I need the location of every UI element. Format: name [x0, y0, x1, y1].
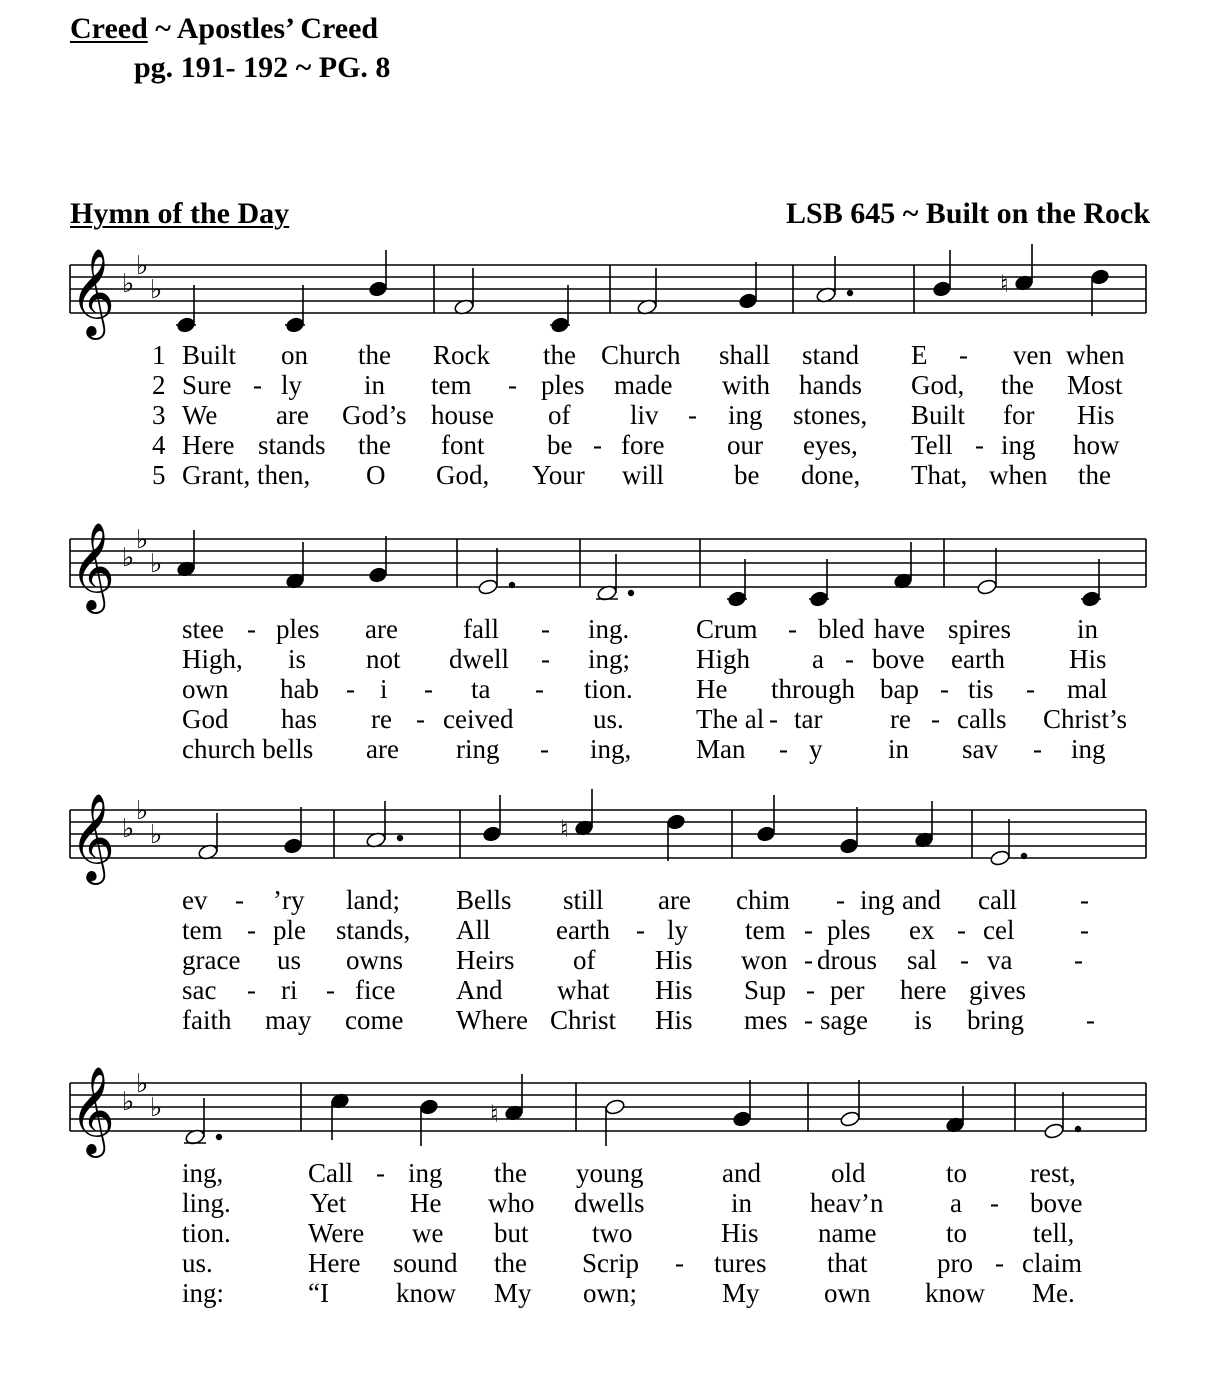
lyric-syllable: that — [827, 1248, 868, 1278]
hyphen: - — [247, 975, 256, 1005]
lyric-syllable: through — [771, 674, 855, 704]
lyric-syllable: His — [655, 945, 693, 975]
lyric-syllable: dwell — [449, 644, 509, 674]
lyric-syllable: of — [548, 400, 571, 430]
lyric-syllable: Sure — [182, 370, 232, 400]
lyric-syllable: shall — [719, 340, 770, 370]
lyric-syllable: tell, — [1033, 1218, 1075, 1248]
lyric-syllable: stand — [802, 340, 859, 370]
hyphen: - — [1086, 1005, 1095, 1035]
lyric-syllable: fall — [463, 614, 499, 644]
lyric-syllable: Rock — [433, 340, 490, 370]
lyric-syllable: to — [946, 1158, 968, 1188]
lyric-syllable: liv — [630, 400, 659, 430]
lyric-syllable: Your — [532, 460, 585, 490]
lyric-syllable: in — [731, 1188, 753, 1218]
lyric-syllable: two — [592, 1218, 633, 1248]
lyric-syllable: We — [182, 400, 218, 430]
lyric-syllable: ex — [909, 915, 935, 945]
lyric-syllable: won — [741, 945, 788, 975]
lyric-syllable: High, — [182, 644, 243, 674]
lyric-syllable: Grant, then, — [182, 460, 311, 490]
creed-label: Creed — [70, 12, 148, 45]
hyphen: - — [540, 734, 549, 764]
lyric-syllable: made — [614, 370, 673, 400]
lyric-syllable: His — [655, 1005, 693, 1035]
flat-icon: ♭ — [136, 796, 149, 826]
lyric-syllable: fore — [621, 430, 665, 460]
lyric-syllable: be — [734, 460, 760, 490]
lyric-syllable: name — [818, 1218, 877, 1248]
lyric-syllable: the — [543, 340, 576, 370]
lyric-syllable: ring — [456, 734, 500, 764]
lyric-syllable: to — [946, 1218, 968, 1248]
lyric-syllable: will — [622, 460, 665, 490]
lyric-syllable: church bells — [182, 734, 314, 764]
lyric-syllable: but — [494, 1218, 529, 1248]
lyric-syllable: tem — [182, 915, 223, 945]
lyric-syllable: bring — [967, 1005, 1024, 1035]
flat-icon: ♭ — [122, 814, 135, 844]
lyric-syllable: sac — [182, 975, 217, 1005]
staff-1 — [0, 240, 1218, 340]
lyric-syllable: Me. — [1032, 1278, 1075, 1308]
lyric-syllable: Christ’s — [1043, 704, 1128, 734]
verse-number: 4 — [152, 430, 166, 460]
hymn-label: Hymn of the Day — [70, 197, 290, 230]
lyric-syllable: eyes, — [803, 430, 858, 460]
staff-lines — [70, 810, 1146, 858]
verse-number: 1 — [152, 340, 166, 370]
lyric-syllable: when — [989, 460, 1048, 490]
lyric-syllable: earth — [556, 915, 610, 945]
hyphen: - — [957, 915, 966, 945]
lyric-syllable: Where — [456, 1005, 528, 1035]
hyphen: - — [1080, 915, 1089, 945]
lyric-syllable: stands, — [336, 915, 411, 945]
lyric-syllable: dwells — [574, 1188, 645, 1218]
lyric-syllable: ples — [541, 370, 585, 400]
lyric-syllable: be — [547, 430, 573, 460]
lyric-syllable: tion. — [182, 1218, 231, 1248]
lyric-syllable: in — [364, 370, 386, 400]
music-system-1 — [0, 240, 1218, 500]
flat-icon: ♭ — [122, 269, 135, 299]
lyric-syllable: us — [277, 945, 302, 975]
lyric-syllable: God, — [436, 460, 490, 490]
lyric-syllable: re — [371, 704, 392, 734]
flat-icon: ♭ — [136, 525, 149, 555]
treble-clef-icon: 𝄞 — [70, 792, 115, 881]
lyric-syllable: how — [1073, 430, 1120, 460]
lyric-syllable: tem — [431, 370, 472, 400]
lyric-syllable: hab — [280, 674, 319, 704]
lyric-syllable: ing — [728, 400, 763, 430]
lyric-syllable: ly — [667, 915, 689, 945]
lyric-syllable: Crum — [696, 614, 758, 644]
lyric-syllable: gives — [969, 975, 1026, 1005]
lyric-syllable: own; — [583, 1278, 637, 1308]
flat-icon: ♭ — [122, 1087, 135, 1117]
lyric-syllable: when — [1066, 340, 1125, 370]
lyric-syllable: sage — [820, 1005, 868, 1035]
natural-icon: ♮ — [490, 1100, 499, 1128]
staff-lines — [70, 265, 1146, 313]
lyric-syllable: ling. — [182, 1188, 231, 1218]
lyric-syllable: who — [488, 1188, 535, 1218]
lyric-syllable: ta — [471, 674, 491, 704]
hyphen: - — [788, 614, 797, 644]
lyric-syllable: mal — [1067, 674, 1108, 704]
flat-icon: ♭ — [150, 275, 163, 305]
notes — [197, 789, 1026, 867]
staff-3 — [0, 785, 1218, 885]
treble-clef-icon: 𝄞 — [70, 521, 115, 610]
lyric-syllable: ing. — [588, 614, 630, 644]
creed-pages: pg. 191- 192 ~ PG. 8 — [134, 51, 391, 84]
lyric-syllable: land; — [346, 885, 400, 915]
lyric-syllable: ’ry — [273, 885, 305, 915]
lyric-syllable: done, — [801, 460, 861, 490]
hyphen: - — [804, 1005, 813, 1035]
lyric-syllable: God — [182, 704, 229, 734]
lyric-syllable: ceived — [443, 704, 514, 734]
lyric-syllable: cel — [983, 915, 1015, 945]
lyric-syllable: house — [431, 400, 494, 430]
hyphen: - — [541, 644, 550, 674]
hyphen: - — [995, 1248, 1004, 1278]
hyphen: - — [416, 704, 425, 734]
lyric-syllable: come — [345, 1005, 404, 1035]
lyric-syllable: Christ — [550, 1005, 617, 1035]
lyric-syllable: Scrip — [582, 1248, 639, 1278]
lyric-syllable: is — [914, 1005, 933, 1035]
lyric-syllable: He — [696, 674, 728, 704]
lyric-syllable: in — [888, 734, 910, 764]
lyric-syllable: and — [902, 885, 941, 915]
lyric-syllable: ples — [827, 915, 871, 945]
lyric-syllable: owns — [346, 945, 404, 975]
hyphen: - — [253, 370, 262, 400]
hyphen: - — [688, 400, 697, 430]
lyric-syllable: Here — [308, 1248, 361, 1278]
lyric-syllable: My — [494, 1278, 532, 1308]
hyphen: - — [535, 674, 544, 704]
creed-title: Apostles’ Creed — [176, 12, 379, 45]
lyric-syllable: Bells — [456, 885, 512, 915]
lyric-syllable: own — [182, 674, 229, 704]
notes — [184, 1074, 1080, 1146]
lyric-syllable: have — [874, 614, 925, 644]
hyphen: - — [769, 704, 778, 734]
lyric-syllable: Most — [1067, 370, 1123, 400]
hyphen: - — [1026, 674, 1035, 704]
lyric-syllable: tar — [794, 704, 823, 734]
lyric-syllable: ing: — [182, 1278, 225, 1308]
lyric-syllable: Call — [308, 1158, 353, 1188]
lyric-syllable: is — [288, 644, 307, 674]
lyric-syllable: sal — [907, 945, 937, 975]
lyric-syllable: with — [722, 370, 771, 400]
lyric-syllable: are — [276, 400, 309, 430]
hyphen: - — [804, 915, 813, 945]
lyric-syllable: God’s — [342, 400, 407, 430]
lyric-syllable: heav’n — [810, 1188, 884, 1218]
lyric-syllable: in — [1077, 614, 1099, 644]
lyric-syllable: His — [1077, 400, 1115, 430]
hyphen: - — [326, 975, 335, 1005]
lyric-syllable: tem — [745, 915, 786, 945]
lyric-syllable: the — [358, 340, 391, 370]
lyric-syllable: us. — [593, 704, 624, 734]
lyric-syllable: Yet — [310, 1188, 347, 1218]
hyphen: - — [508, 370, 517, 400]
verse-number: 2 — [152, 370, 166, 400]
lyric-syllable: Sup — [744, 975, 787, 1005]
lyric-syllable: ing — [408, 1158, 443, 1188]
lyric-syllable: tion. — [584, 674, 633, 704]
lyric-syllable: bled — [818, 614, 865, 644]
lyric-syllable: ing; — [588, 644, 631, 674]
lyric-syllable: may — [265, 1005, 312, 1035]
lyric-syllable: not — [366, 644, 401, 674]
lyric-syllable: spires — [948, 614, 1011, 644]
lyric-syllable: That, — [911, 460, 968, 490]
lyric-syllable: drous — [817, 945, 877, 975]
staff-2 — [0, 514, 1218, 614]
lyric-syllable: young — [576, 1158, 644, 1188]
lyric-syllable: the — [494, 1158, 527, 1188]
natural-icon: ♮ — [560, 815, 569, 843]
lyric-syllable: on — [281, 340, 308, 370]
lyric-syllable: mes — [744, 1005, 788, 1035]
lyric-syllable: we — [412, 1218, 444, 1248]
lyric-syllable: y — [809, 734, 823, 764]
hyphen: - — [804, 945, 813, 975]
hyphen: - — [346, 674, 355, 704]
flat-icon: ♭ — [136, 251, 149, 281]
lyric-syllable: are — [365, 614, 398, 644]
lyric-syllable: And — [456, 975, 503, 1005]
lyric-syllable: calls — [957, 704, 1007, 734]
music-system-2 — [0, 514, 1218, 774]
lyric-syllable: of — [573, 945, 596, 975]
staff-4 — [0, 1058, 1218, 1158]
lyric-syllable: ple — [273, 915, 306, 945]
flat-icon: ♭ — [136, 1069, 149, 1099]
lyric-syllable: Here — [182, 430, 235, 460]
hyphen: - — [836, 885, 845, 915]
lyric-syllable: here — [900, 975, 947, 1005]
lyric-syllable: a — [812, 644, 824, 674]
lyric-syllable: tures — [714, 1248, 767, 1278]
lyric-syllable: ri — [281, 975, 298, 1005]
lyric-syllable: the — [494, 1248, 527, 1278]
verse-number: 5 — [152, 460, 166, 490]
lyric-syllable: own — [824, 1278, 871, 1308]
lyric-syllable: Man — [696, 734, 746, 764]
hyphen: - — [845, 644, 854, 674]
lyric-syllable: earth — [951, 644, 1005, 674]
hyphen: - — [959, 340, 968, 370]
natural-icon: ♮ — [1000, 270, 1009, 298]
lyric-syllable: ing — [1071, 734, 1106, 764]
lyric-syllable: what — [557, 975, 610, 1005]
creed-heading — [70, 12, 378, 46]
hyphen: - — [636, 915, 645, 945]
lyric-syllable: Built — [911, 400, 966, 430]
hymn-reference: LSB 645 ~ Built on the Rock — [786, 197, 1150, 230]
lyric-syllable: the — [1078, 460, 1111, 490]
notes — [176, 530, 1101, 607]
hyphen: - — [593, 430, 602, 460]
lyric-syllable: per — [830, 975, 865, 1005]
lyric-syllable: ples — [276, 614, 320, 644]
lyric-syllable: ing — [860, 885, 895, 915]
hyphen: - — [940, 674, 949, 704]
lyric-syllable: bove — [1030, 1188, 1083, 1218]
lyric-syllable: He — [410, 1188, 442, 1218]
lyric-syllable: The al — [696, 704, 765, 734]
lyric-syllable: bap — [880, 674, 919, 704]
lyric-syllable: for — [1003, 400, 1035, 430]
verse-number: 3 — [152, 400, 166, 430]
hyphen: - — [779, 734, 788, 764]
lyric-syllable: call — [978, 885, 1017, 915]
lyric-syllable: His — [1069, 644, 1107, 674]
staff-lines — [70, 539, 1146, 587]
lyric-syllable: chim — [736, 885, 790, 915]
music-system-4 — [0, 1058, 1218, 1318]
lyric-syllable: ven — [1013, 340, 1052, 370]
lyric-syllable: Church — [601, 340, 681, 370]
lyric-syllable: old — [831, 1158, 866, 1188]
lyric-syllable: still — [563, 885, 604, 915]
lyric-syllable: know — [925, 1278, 985, 1308]
lyric-syllable: a — [950, 1188, 962, 1218]
lyric-syllable: ing, — [590, 734, 632, 764]
lyric-syllable: has — [281, 704, 317, 734]
hyphen: - — [1033, 734, 1042, 764]
lyric-syllable: His — [655, 975, 693, 1005]
hyphen: - — [247, 915, 256, 945]
lyric-syllable: Heirs — [456, 945, 515, 975]
flat-icon: ♭ — [150, 549, 163, 579]
hyphen: - — [806, 975, 815, 1005]
lyric-syllable: High — [696, 644, 750, 674]
lyric-syllable: E — [911, 340, 928, 370]
lyric-syllable: O — [366, 460, 386, 490]
lyric-syllable: the — [1001, 370, 1034, 400]
lyric-syllable: tis — [968, 674, 994, 704]
lyric-syllable: ev — [182, 885, 208, 915]
hyphen: - — [424, 674, 433, 704]
lyric-syllable: hands — [799, 370, 862, 400]
lyric-syllable: My — [722, 1278, 760, 1308]
music-system-3 — [0, 785, 1218, 1045]
lyric-syllable: the — [358, 430, 391, 460]
flat-icon: ♭ — [150, 1093, 163, 1123]
lyric-syllable: stands — [258, 430, 326, 460]
lyric-syllable: fice — [355, 975, 396, 1005]
lyric-syllable: are — [366, 734, 399, 764]
lyric-syllable: font — [441, 430, 485, 460]
lyric-syllable: ing — [1001, 430, 1036, 460]
lyric-syllable: are — [658, 885, 691, 915]
lyric-syllable: i — [380, 674, 388, 704]
lyric-syllable: pro — [937, 1248, 973, 1278]
lyric-syllable: “I — [308, 1278, 329, 1308]
flat-icon: ♭ — [150, 820, 163, 850]
lyric-syllable: His — [721, 1218, 759, 1248]
lyric-syllable: stee — [182, 614, 224, 644]
creed-separator: ~ — [147, 12, 177, 45]
lyric-syllable: bove — [872, 644, 925, 674]
lyric-syllable: ing, — [182, 1158, 224, 1188]
lyric-syllable: re — [890, 704, 911, 734]
lyric-syllable: Built — [182, 340, 237, 370]
lyric-syllable: sound — [393, 1248, 458, 1278]
lyric-syllable: ly — [281, 370, 303, 400]
lyric-syllable: rest, — [1030, 1158, 1076, 1188]
lyric-syllable: us. — [182, 1248, 213, 1278]
hyphen: - — [990, 1188, 999, 1218]
hyphen: - — [1074, 945, 1083, 975]
lyric-syllable: God, — [911, 370, 965, 400]
hyphen: - — [975, 430, 984, 460]
treble-clef-icon: 𝄞 — [70, 1065, 115, 1154]
hyphen: - — [235, 885, 244, 915]
lyric-syllable: and — [722, 1158, 761, 1188]
lyric-syllable: know — [396, 1278, 456, 1308]
lyric-syllable: stones, — [793, 400, 868, 430]
treble-clef-icon: 𝄞 — [70, 247, 115, 336]
lyric-syllable: our — [727, 430, 763, 460]
hyphen: - — [376, 1158, 385, 1188]
lyric-syllable: Tell — [911, 430, 953, 460]
lyric-syllable: All — [456, 915, 491, 945]
lyric-syllable: grace — [182, 945, 241, 975]
lyric-syllable: sav — [962, 734, 998, 764]
hyphen: - — [541, 614, 550, 644]
hyphen: - — [675, 1248, 684, 1278]
hyphen: - — [1080, 885, 1089, 915]
lyric-syllable: faith — [182, 1005, 232, 1035]
flat-icon: ♭ — [122, 543, 135, 573]
lyric-syllable: va — [987, 945, 1013, 975]
hyphen: - — [931, 704, 940, 734]
hyphen: - — [247, 614, 256, 644]
lyric-syllable: claim — [1022, 1248, 1082, 1278]
hyphen: - — [960, 945, 969, 975]
lyric-syllable: Were — [308, 1218, 365, 1248]
